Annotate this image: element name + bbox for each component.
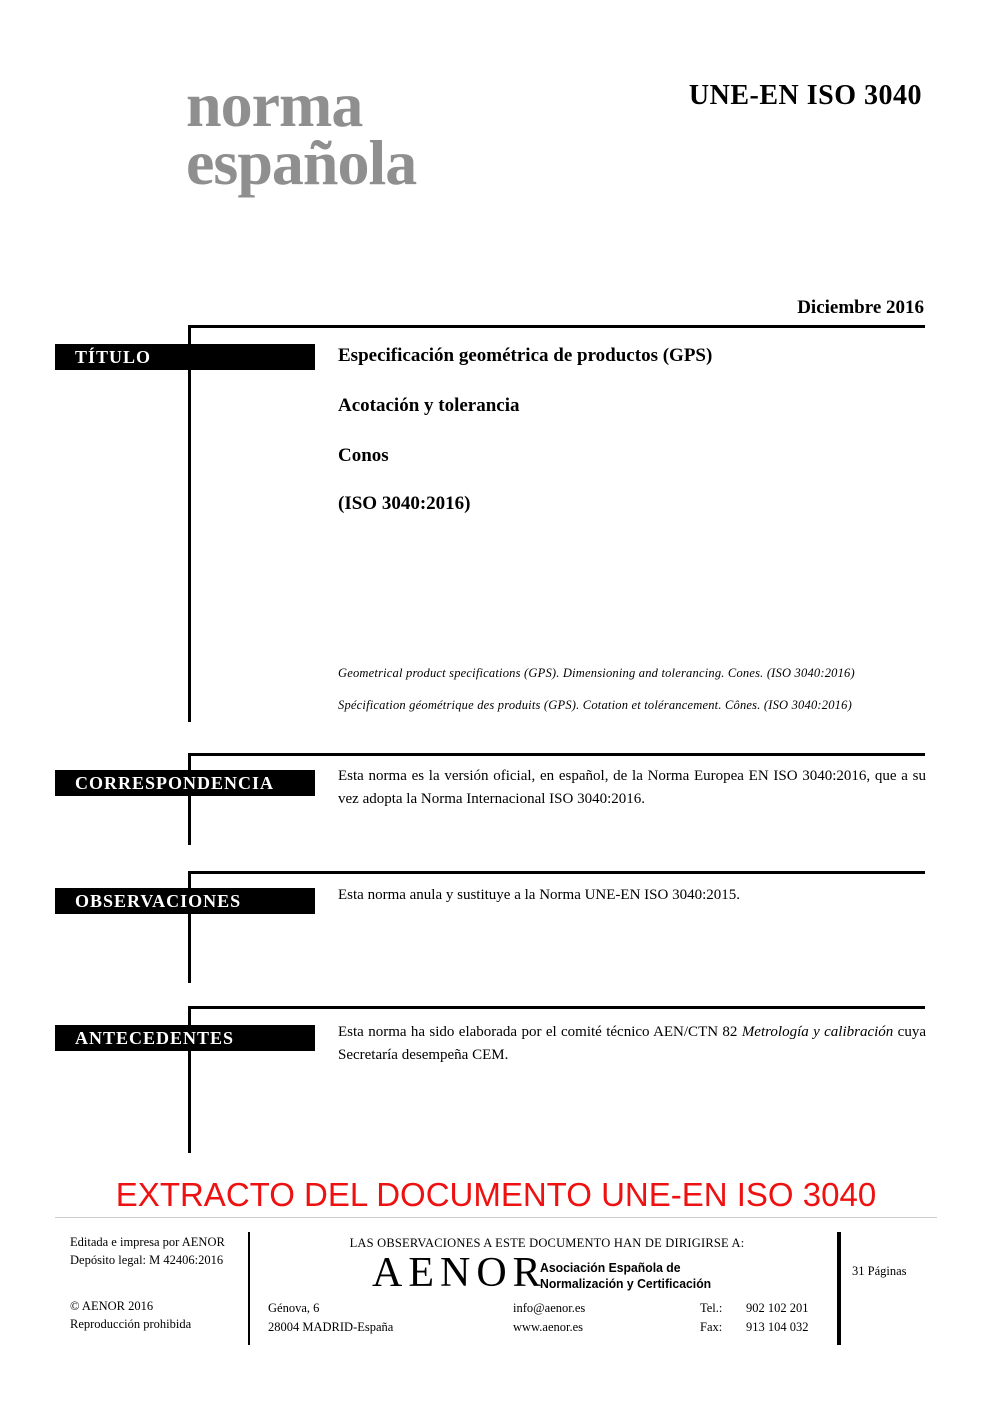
titulo-label: TÍTULO	[55, 344, 315, 370]
footer-reproduction-notice: Reproducción prohibida	[70, 1317, 192, 1331]
title-translation-english: Geometrical product specifications (GPS). Dimensioning and tolerancing. Cones. (ISO 3040:2016)	[338, 666, 855, 680]
footer-divider-right	[837, 1232, 841, 1345]
footer-published-by: Editada e impresa por AENOR	[70, 1235, 225, 1249]
footer-website: www.aenor.es	[513, 1320, 584, 1334]
footer-copyright-block	[70, 1297, 240, 1333]
titulo-top-rule	[188, 325, 925, 328]
aenor-org-line-2: Normalización y Certificación	[540, 1276, 712, 1291]
antecedentes-text-after: cuya Secretaría desempeña CEM.	[338, 1024, 926, 1063]
footer-address	[268, 1299, 393, 1337]
footer-top-hairline	[55, 1217, 937, 1218]
aenor-org-line-1: Asociación Española de	[540, 1260, 681, 1275]
footer-copyright: © AENOR 2016	[70, 1299, 154, 1313]
antecedentes-top-rule	[188, 1006, 925, 1009]
footer-phone-block	[700, 1299, 809, 1337]
footer-fax-label: Fax:	[700, 1320, 723, 1334]
title-line-1: Especificación geométrica de productos (GPS)	[338, 345, 713, 366]
titulo-vertical-rule	[188, 325, 191, 722]
footer-email: info@aenor.es	[513, 1301, 586, 1315]
footer-divider-left	[248, 1232, 250, 1345]
antecedentes-committee-name: Metrología y calibración	[741, 1024, 894, 1040]
correspondencia-vertical-rule	[188, 753, 191, 845]
observaciones-top-rule	[188, 871, 925, 874]
title-line-3: Conos	[338, 445, 389, 466]
brand-line-2: española	[186, 127, 417, 198]
correspondencia-top-rule	[188, 753, 925, 756]
footer-tel-number: 902 102 201	[746, 1301, 809, 1315]
footer-contact-online	[513, 1299, 585, 1337]
extracto-banner: EXTRACTO DEL DOCUMENTO UNE-EN ISO 3040	[115, 1176, 877, 1213]
aenor-logo: AENOR	[372, 1250, 547, 1296]
standard-code: UNE-EN ISO 3040	[688, 80, 922, 111]
correspondencia-text: Esta norma es la versión oficial, en español, de la Norma Europea EN ISO 3040:2016, que a su vez adopta la Norma Internacional ISO 3040:2016.	[338, 768, 926, 807]
antecedentes-label: ANTECEDENTES	[55, 1025, 315, 1051]
footer-page-count: 31 Páginas	[852, 1264, 907, 1278]
brand-line-1: norma	[186, 69, 363, 140]
aenor-org-name	[540, 1260, 711, 1292]
antecedentes-text-before: Esta norma ha sido elaborada por el comité técnico AEN/CTN 82	[338, 1024, 742, 1040]
footer-legal-deposit: Depósito legal: M 42406:2016	[70, 1253, 224, 1267]
title-line-4: (ISO 3040:2016)	[338, 493, 471, 514]
title-line-2: Acotación y tolerancia	[338, 395, 520, 416]
title-translation-french: Spécification géométrique des produits (GPS). Cotation et tolérancement. Cônes. (ISO 3040:2016)	[338, 698, 852, 712]
observaciones-label: OBSERVACIONES	[55, 888, 315, 914]
footer-street: Génova, 6	[268, 1301, 320, 1315]
footer-city: 28004 MADRID-España	[268, 1320, 394, 1334]
correspondencia-label: CORRESPONDENCIA	[55, 770, 315, 796]
antecedentes-text	[338, 1021, 926, 1067]
norma-espanola-logo	[186, 69, 417, 198]
footer-tel-label: Tel.:	[700, 1301, 723, 1315]
footer-publisher-block	[70, 1233, 240, 1269]
publication-date: Diciembre 2016	[797, 297, 924, 318]
footer-fax-number: 913 104 032	[746, 1320, 809, 1334]
observaciones-text: Esta norma anula y sustituye a la Norma UNE-EN ISO 3040:2015.	[338, 887, 741, 903]
footer-observations-notice: LAS OBSERVACIONES A ESTE DOCUMENTO HAN DE DIRIGIRSE A:	[349, 1236, 745, 1250]
